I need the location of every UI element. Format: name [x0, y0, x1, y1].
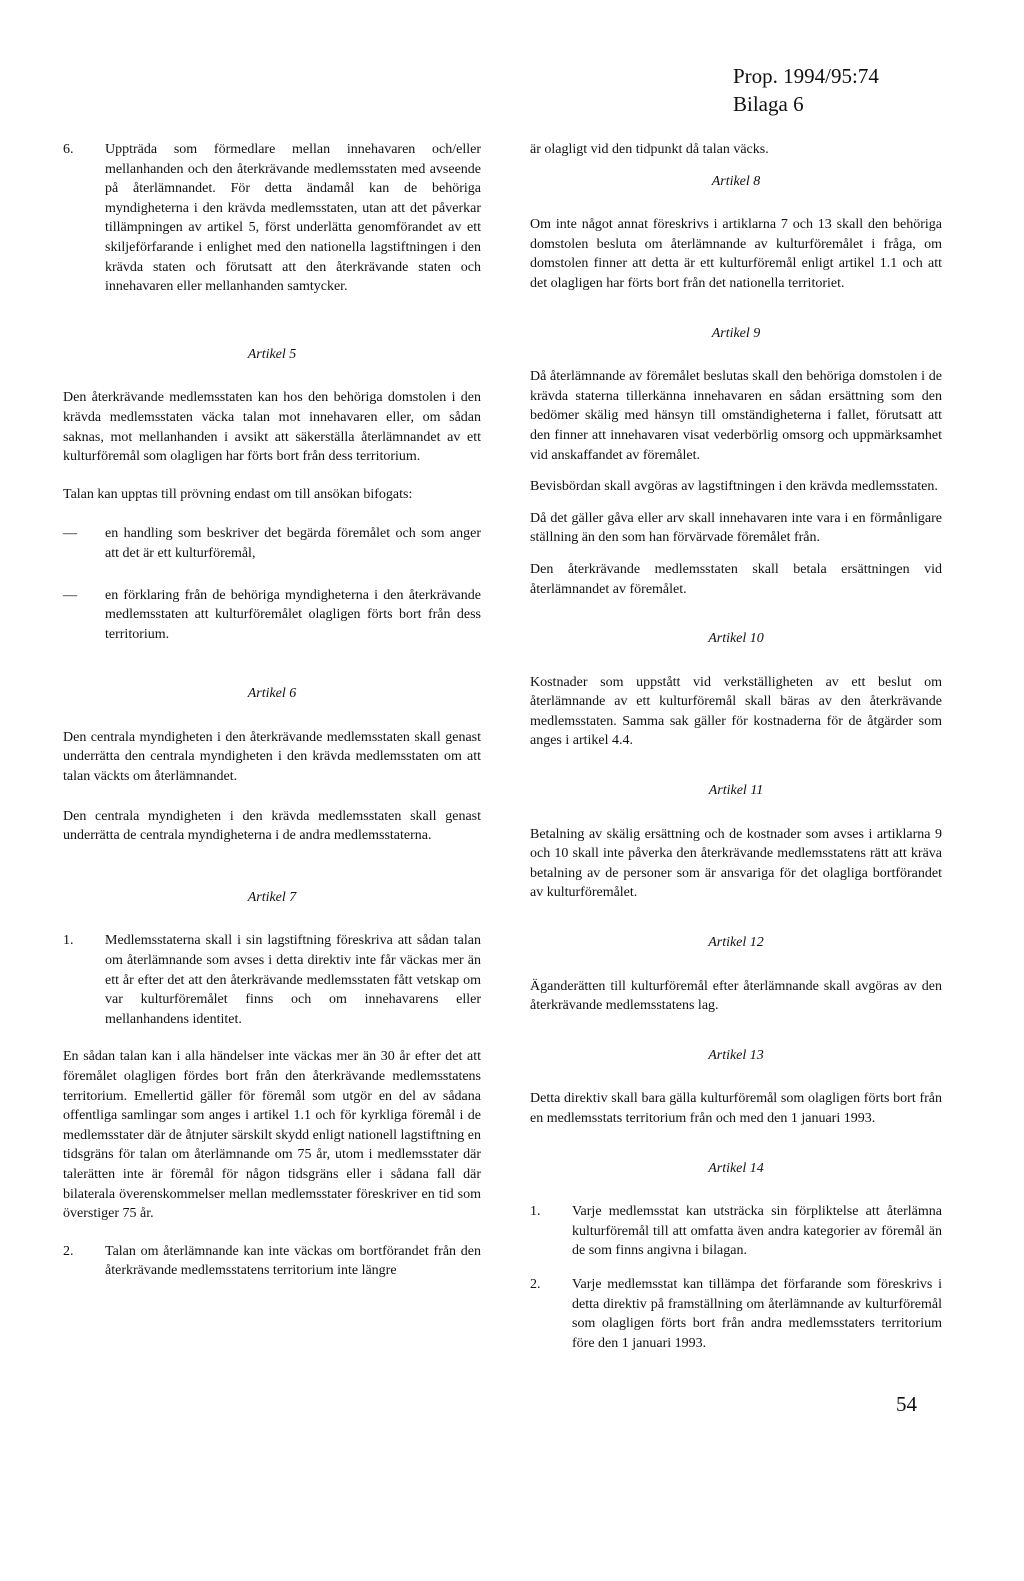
- list-item-text: en förklaring från de behöriga myndigheterna i den återkrävande medlemsstaten att kulturföremålet olagligen förts bort från dess territorium.: [105, 587, 481, 642]
- item-text: Talan om återlämnande kan inte väckas om bortförandet från den återkrävande medlemsstatens territorium inte längre: [105, 1243, 481, 1279]
- appendix-label: Bilaga 6: [733, 92, 804, 116]
- item-text: Varje medlemsstat kan tillämpa det förfarande som föreskrivs i detta direktiv på framställning om återlämnande av kulturföremål som olagligen förts bort från andra medlemsstaters territorium före den 1 januari 1993.: [572, 1276, 942, 1351]
- item-number: 2.: [530, 1276, 541, 1292]
- dash-marker: —: [63, 587, 77, 603]
- right-column: [530, 140, 942, 1367]
- article-14-item-1: [530, 1202, 942, 1261]
- article-5-paragraph: Talan kan upptas till prövning endast om till ansökan bifogats:: [63, 486, 413, 502]
- article-7-title: Artikel 7: [247, 889, 297, 905]
- article-7-item-1: [63, 931, 481, 1029]
- article-9-paragraph: Då det gäller gåva eller arv skall innehavaren inte vara i en förmånligare ställning än den som han förvärvade föremålet från.: [530, 510, 942, 546]
- article-10-title: Artikel 10: [708, 631, 764, 647]
- article-6-title: Artikel 6: [247, 686, 297, 702]
- article-12-paragraph: Äganderätten till kulturföremål efter återlämnande skall avgöras av den återkrävande medlemsstatens lag.: [530, 978, 942, 1014]
- proposition-number: Prop. 1994/95:74: [733, 64, 879, 88]
- item-number: 6.: [63, 142, 74, 157]
- article-11-paragraph: Betalning av skälig ersättning och de kostnader som avses i artiklarna 9 och 10 skall inte påverka den återkrävande medlemsstatens rätt att kräva betalning av de personer som är ansvariga för det olagliga bortförandet av kulturföremålet.: [530, 826, 942, 901]
- article-6-paragraph: Den centrala myndigheten i den återkrävande medlemsstaten skall genast underrätta den centrala myndigheten i den krävda medlemsstaten om att talan väckts om återlämnandet.: [63, 729, 481, 785]
- article-13-title: Artikel 13: [708, 1047, 764, 1063]
- article-9-paragraph: Då återlämnande av föremålet beslutas skall den behöriga domstolen i de krävda staterna tillerkänna innehavaren en sådan ersättning som den bedömer skälig med hänsyn till omständigheterna i fallet, förutsatt att den finner att innehavaren visat vederbörlig omsorg och uppmärksamhet vid anskaffandet av föremålet.: [530, 369, 942, 463]
- item-number: 2.: [63, 1243, 74, 1259]
- article-9-paragraph: Bevisbördan skall avgöras av lagstiftningen i den krävda medlemsstaten.: [530, 479, 938, 495]
- page-header: [733, 62, 879, 118]
- item-6: [63, 140, 481, 297]
- item-text: Varje medlemsstat kan utsträcka sin förpliktelse att återlämna kulturföremål till att omfatta även andra kategorier av föremål än de som finns angivna i bilagan.: [572, 1204, 942, 1259]
- item-number: 1.: [63, 933, 74, 949]
- article-8-title: Artikel 8: [711, 173, 761, 189]
- article-12-title: Artikel 12: [708, 935, 764, 951]
- continued-text: är olagligt vid den tidpunkt då talan väcks.: [530, 142, 769, 157]
- left-column: [63, 140, 481, 1295]
- article-14-title: Artikel 14: [708, 1160, 764, 1176]
- article-9-paragraph: Den återkrävande medlemsstaten skall betala ersättningen vid återlämnandet av föremålet.: [530, 561, 942, 597]
- list-item-text: en handling som beskriver det begärda föremålet och som anger att det är ett kulturföremål,: [105, 526, 481, 561]
- article-13-paragraph: Detta direktiv skall bara gälla kulturföremål som olagligen förts bort från en medlemsstats territorium från och med den 1 januari 1993.: [530, 1091, 942, 1126]
- article-7-paragraph: En sådan talan kan i alla händelser inte väckas mer än 30 år efter det att föremålet olagligen fördes bort från den återkrävande medlemsstatens territorium. Emellertid gäller för föremål som utgör en del av sådana offentliga samlingar som anges i artikel 1.1 och för kyrkliga föremål i de medlemsstater där de åtnjuter särskilt skydd enligt nationell lagstiftning en tidsgräns för talan om återlämnande om 75 år, utom i medlemsstater där talerätten inte är föremål för någon tidsgräns eller i sådana fall där bilaterala överenskommelser mellan medlemsstater föreskriver en tid som överstiger 75 år.: [63, 1049, 481, 1222]
- article-5-paragraph: Den återkrävande medlemsstaten kan hos den behöriga domstolen i den krävda medlemsstaten väcka talan mot innehavaren eller, om sådan saknas, mot mellanhanden i avsikt att säkerställa återlämnandet av ett kulturföremål som olagligen har förts bort från dess territorium.: [63, 390, 481, 465]
- article-14-item-2: [530, 1275, 942, 1353]
- article-11-title: Artikel 11: [708, 783, 764, 799]
- list-item: [63, 586, 481, 645]
- item-number: 1.: [530, 1204, 541, 1220]
- dash-marker: —: [63, 526, 77, 542]
- article-8-paragraph: Om inte något annat föreskrivs i artiklarna 7 och 13 skall den behöriga domstolen besluta om återlämnande av kulturföremålet i fråga, om domstolen finner att detta är ett kulturföremål enligt artikel 1.1 och att det olagligen har förts bort från det nationella territoriet.: [530, 217, 942, 291]
- list-item: [63, 524, 481, 563]
- article-7-item-2: [63, 1242, 481, 1281]
- article-6-paragraph: Den centrala myndigheten i den krävda medlemsstaten skall genast underrätta de centrala myndigheterna i de andra medlemsstaterna.: [63, 808, 481, 844]
- item-text: Medlemsstaterna skall i sin lagstiftning föreskriva att sådan talan om återlämnande som avses i detta direktiv inte får väckas mer än ett år efter det att den återkrävande medlemsstaten fått vetskap om var kulturföremålet finns och om innehavarens eller mellanhandens identitet.: [105, 933, 481, 1027]
- article-9-title: Artikel 9: [711, 325, 761, 341]
- item-text: Uppträda som förmedlare mellan innehavaren och/eller mellanhanden och den återkrävande medlemsstaten med avseende på återlämnandet. För detta ändamål kan de behöriga myndigheterna i den krävda medlemsstaten, utan att det påverkar tillämpningen av artikel 5, först underlätta genomförandet av ett skiljeförfarande i enlighet med den nationella lagstiftningen i den krävda staten och förutsatt att den återkrävande staten och innehavaren eller mellanhanden samtycker.: [105, 142, 481, 295]
- article-5-title: Artikel 5: [247, 346, 297, 362]
- page-number: 54: [896, 1392, 917, 1416]
- article-10-paragraph: Kostnader som uppstått vid verkställigheten av ett beslut om återlämnande av ett kulturföremål skall bäras av den återkrävande medlemsstaten. Samma sak gäller för kostnaderna för de åtgärder som anges i artikel 4.4.: [530, 674, 942, 749]
